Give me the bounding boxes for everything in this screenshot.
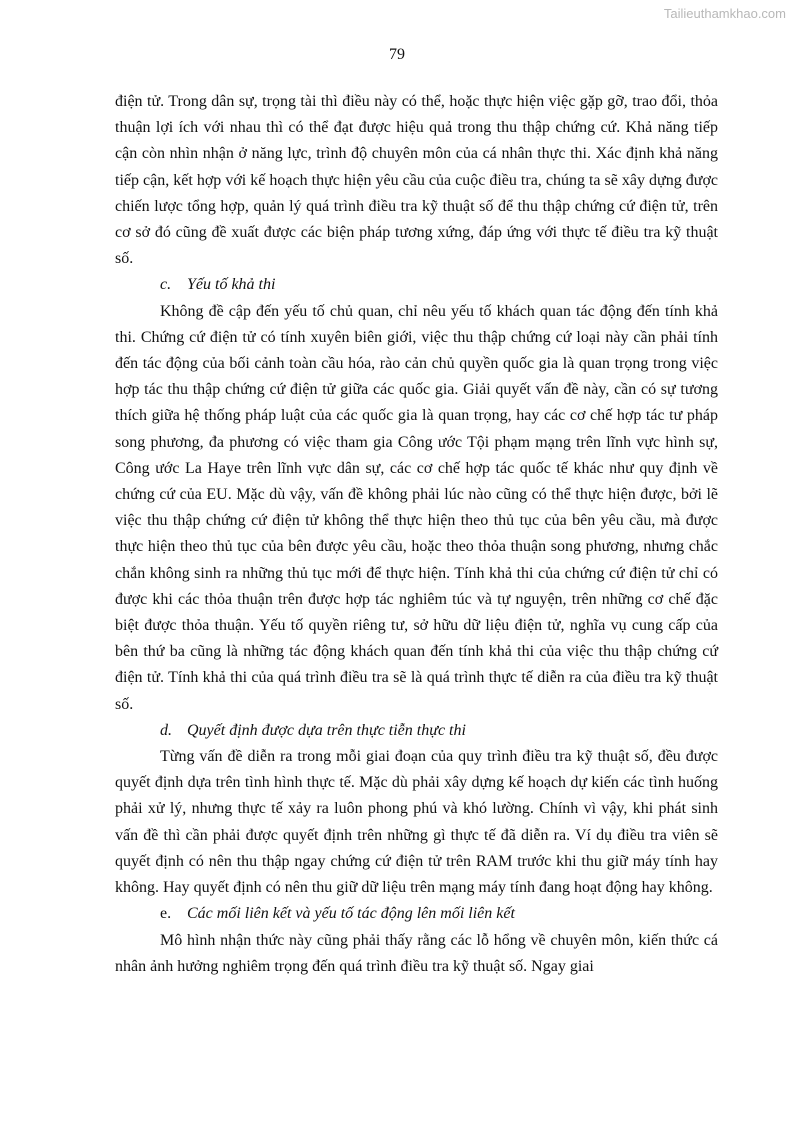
paragraph: Không đề cập đến yếu tố chủ quan, chỉ nêu yếu tố khách quan tác động đến tính khả thi. Chứng cứ điện tử có tính xuyên biên giới, việc thu thập chứng cứ loại này cần phải tính đến tác động của bối cảnh toàn cầu hóa, rào cản chủ quyền quốc gia là quan trọng trong việc hợp tác thu thập chứng cứ điện tử giữa các quốc gia. Giải quyết vấn đề này, cần có sự tương thích giữa hệ thống pháp luật của các quốc gia là quan trọng, hay các cơ chế hợp tác tư pháp song phương, đa phương có việc tham gia Công ước Tội phạm mạng trên lĩnh vực hình sự, Công ước La Haye trên lĩnh vực dân sự, các cơ chế hợp tác quốc tế khác như quy định về chứng cứ của EU. Mặc dù vậy, vấn đề không phải lúc nào cũng có thể thực hiện được, bởi lẽ việc thu thập chứng cứ điện tử không thể thực hiện theo thủ tục của bên yêu cầu, mà được thực hiện theo thủ tục của bên được yêu cầu, hoặc theo thỏa thuận song phương, nhưng chắc chắn không sinh ra những thủ tục mới để thực hiện. Tính khả thi của chứng cứ điện tử chỉ có được khi các thỏa thuận trên được hợp tác nghiêm túc và tự nguyện, trên những cơ chế đặc biệt được thỏa thuận. Yếu tố quyền riêng tư, sở hữu dữ liệu điện tử, nghĩa vụ cung cấp của bên thứ ba cũng là những tác động khách quan đến tính khả thi của việc thu thập chứng cứ điện tử. Tính khả thi của quá trình điều tra sẽ là quá trình thực tế diễn ra của điều tra kỹ thuật số. [115,302,718,713]
section-heading-e [115,901,718,927]
section-heading-c [115,272,718,298]
section-title: Quyết định được dựa trên thực tiễn thực thi [187,721,466,739]
section-title: Yếu tố khả thi [187,276,276,294]
watermark: Tailieuthamkhao.com [663,6,786,21]
section-label: d. [160,721,172,739]
section-title: Các mối liên kết và yếu tố tác động lên mối liên kết [187,905,515,923]
page-number: 79 [389,46,405,63]
section-label: c. [160,276,172,294]
section-heading-d [115,718,718,744]
paragraph: Từng vấn đề diễn ra trong mỗi giai đoạn của quy trình điều tra kỹ thuật số, đều được quyết định dựa trên tình hình thực tế. Mặc dù phải xây dựng kế hoạch dự kiến các tình huống phải xử lý, nhưng thực tế xảy ra luôn phong phú và khó lường. Chính vì vậy, khi phát sinh vấn đề thì cần phải được quyết định trên những gì thực tế đã diễn ra. Ví dụ điều tra viên sẽ quyết định có nên thu thập ngay chứng cứ điện tử trên RAM trước khi thu giữ máy tính hay không. Hay quyết định có nên thu giữ dữ liệu trên mạng máy tính đang hoạt động hay không. [115,748,718,897]
section-label: e. [160,905,172,923]
paragraph: điện tử. Trong dân sự, trọng tài thì điều này có thể, hoặc thực hiện việc gặp gỡ, trao đổi, thỏa thuận lợi ích với nhau thì có thể đạt được hiệu quả trong thu thập chứng cứ. Khả năng tiếp cận còn nhìn nhận ở năng lực, trình độ chuyên môn của cá nhân thực thi. Xác định khả năng tiếp cận, kết hợp với kế hoạch thực hiện yêu cầu của cuộc điều tra, chúng ta sẽ xây dựng được chiến lược tổng hợp, quản lý quá trình điều tra kỹ thuật số để thu thập chứng cứ điện tử, trên cơ sở đó cũng đề xuất được các biện pháp tương xứng, đáp ứng với thực tế điều tra kỹ thuật số. [115,93,718,268]
paragraph: Mô hình nhận thức này cũng phải thấy rằng các lỗ hổng về chuyên môn, kiến thức cá nhân ảnh hưởng nghiêm trọng đến quá trình điều tra kỹ thuật số. Ngay giai [115,931,718,975]
page-body [115,89,718,980]
